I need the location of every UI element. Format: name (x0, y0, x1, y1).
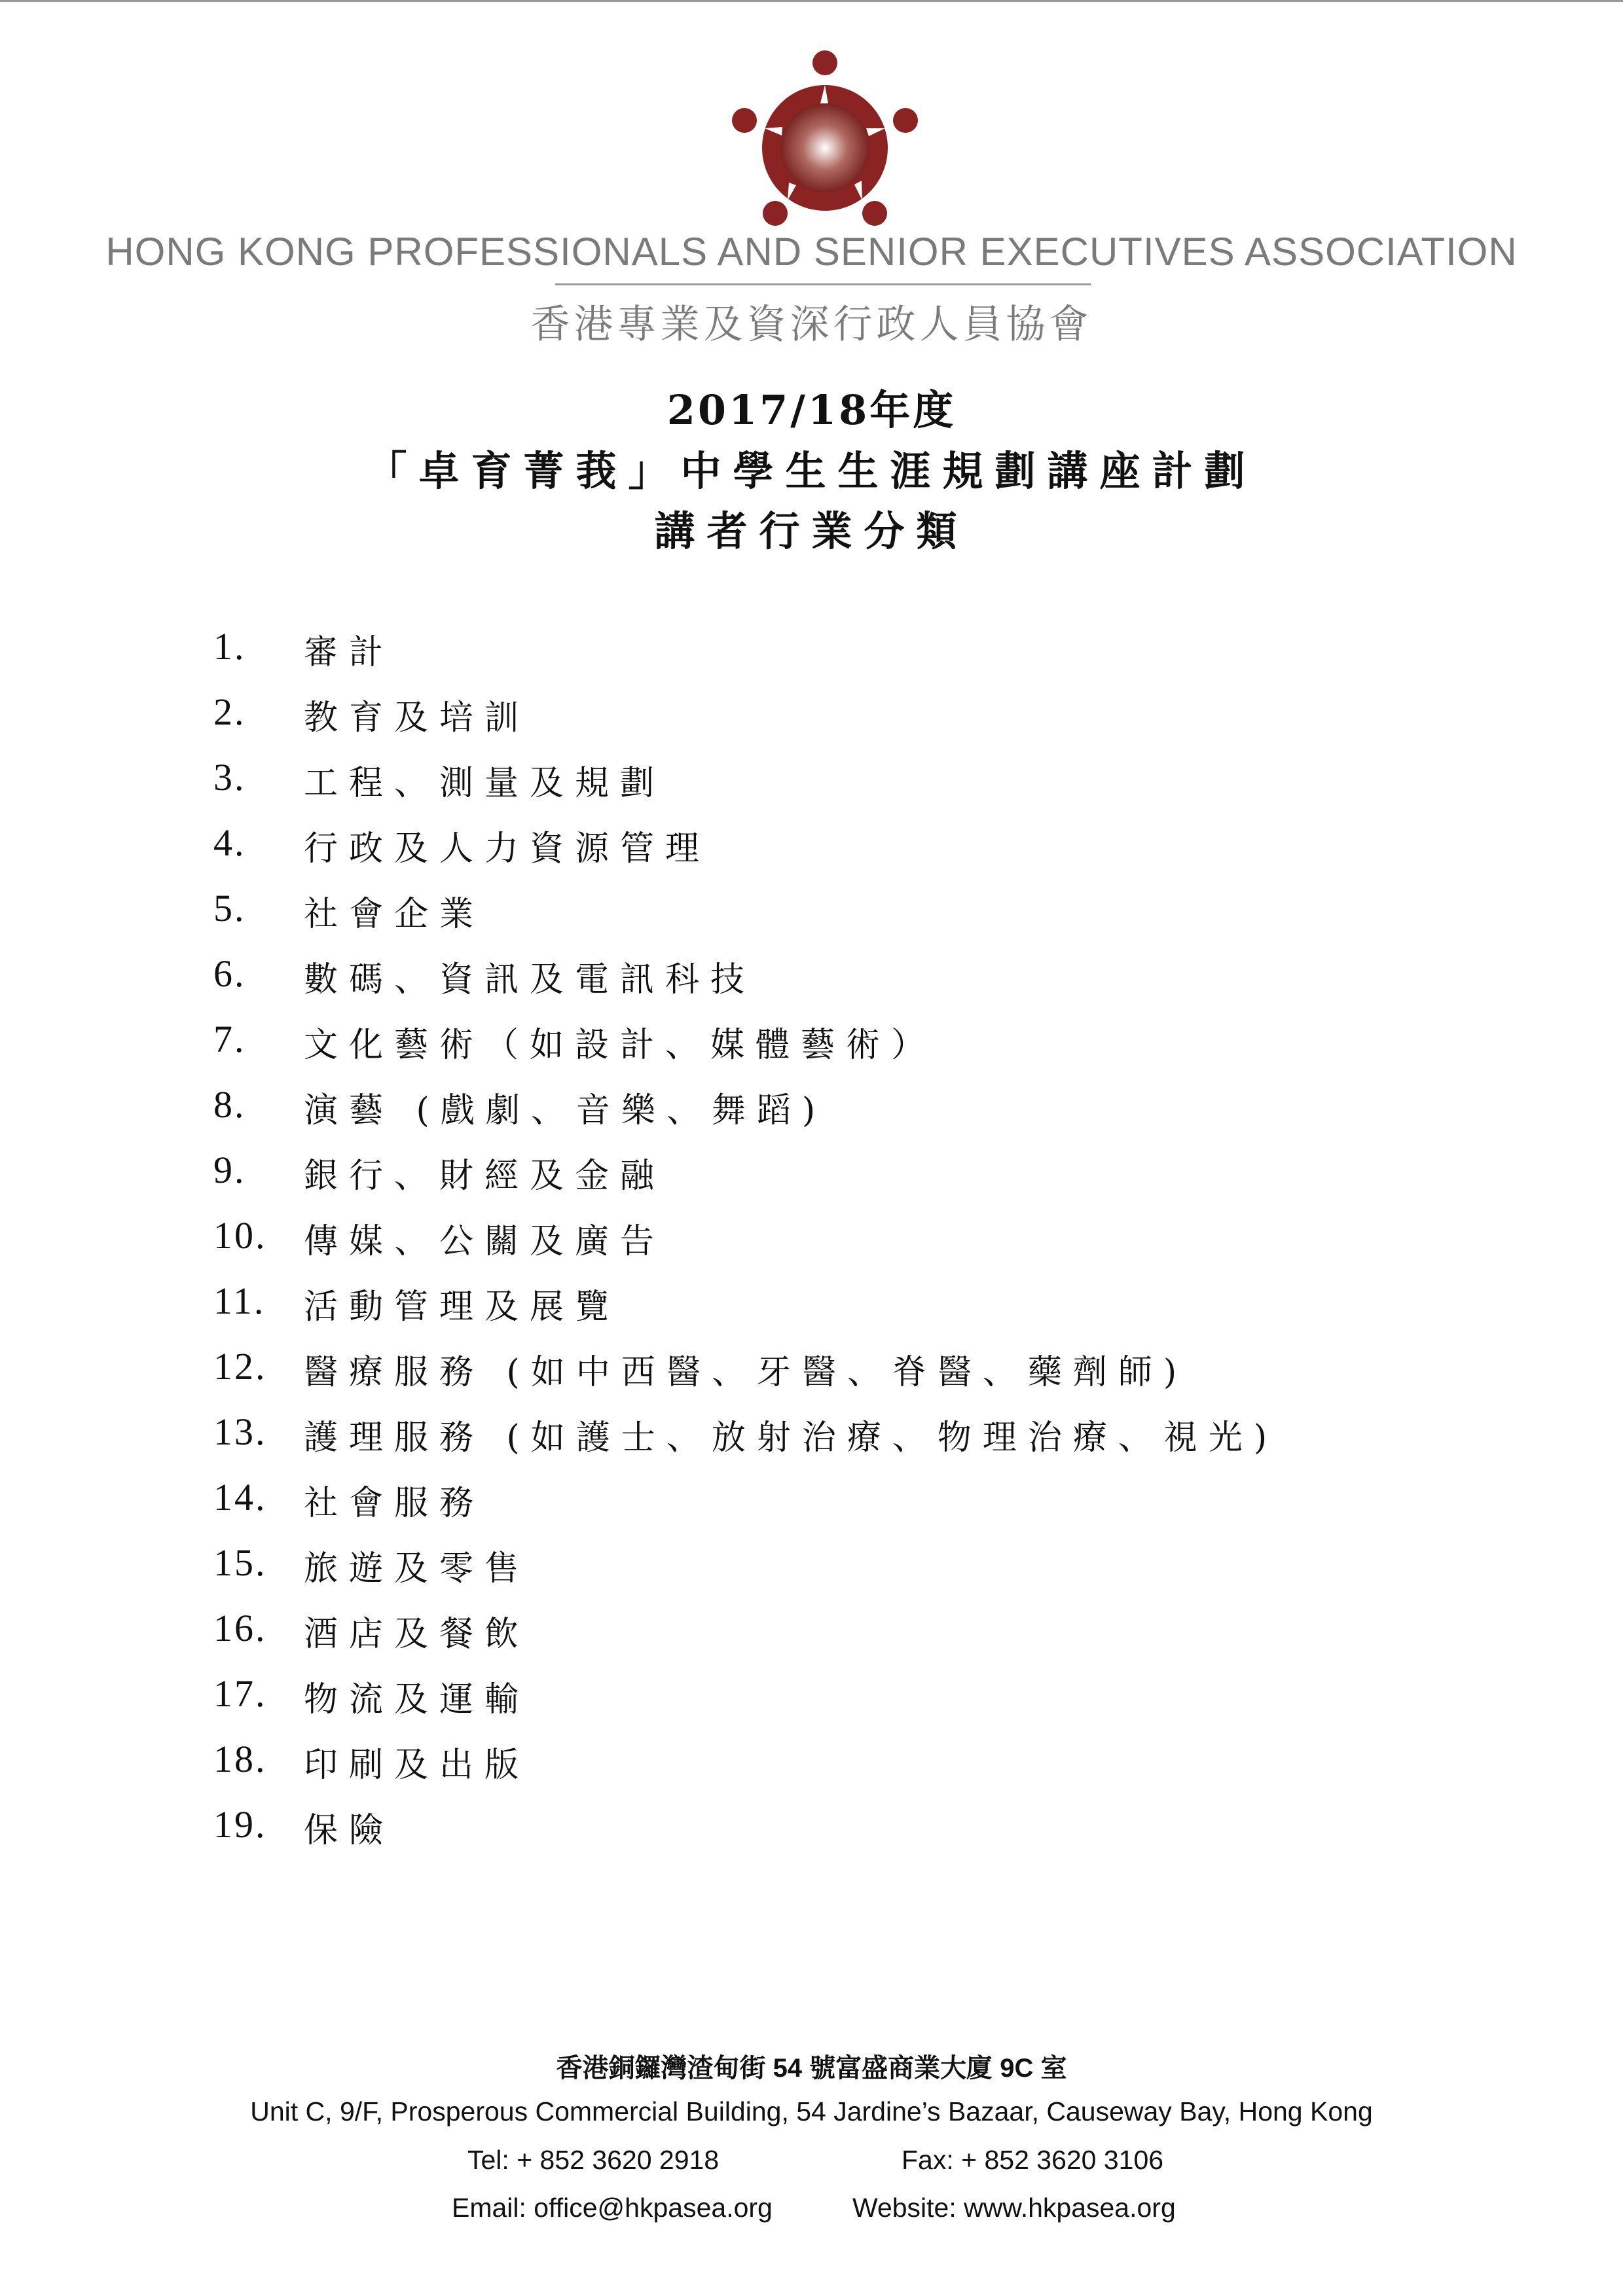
item-number: 13. (213, 1410, 267, 1453)
footer-address-zh: 香港銅鑼灣渣甸街 54 號富盛商業大廈 9C 室 (556, 2054, 1067, 2083)
item-label: 文化藝術（如設計、媒體藝術） (304, 1026, 937, 1065)
list-item (213, 1475, 1457, 1541)
item-number: 11. (213, 1280, 266, 1322)
footer-address-en: Unit C, 9/F, Prosperous Commercial Building, 54 Jardine’s Bazaar, Causeway Bay, Hong Kong (250, 2096, 1373, 2126)
item-number: 18. (213, 1738, 267, 1780)
item-label: 活動管理及展覽 (304, 1287, 621, 1327)
list-item (213, 1344, 1457, 1410)
item-number: 2. (213, 691, 246, 733)
list-item (213, 1737, 1457, 1803)
item-label: 審計 (304, 633, 395, 672)
list-item (213, 1213, 1457, 1279)
list-item (213, 1803, 1457, 1868)
item-label: 社會企業 (304, 895, 485, 934)
category-list (213, 624, 1457, 1868)
item-number: 4. (213, 821, 246, 864)
footer-tel: Tel: + 852 3620 2918 (467, 2145, 720, 2175)
item-number: 8. (213, 1083, 246, 1126)
item-number: 17. (213, 1672, 267, 1715)
list-item (213, 886, 1457, 952)
list-item (213, 1017, 1457, 1083)
org-divider (555, 283, 1091, 285)
item-label: 旅遊及零售 (304, 1549, 530, 1588)
item-label: 護理服務 (如護士、放射治療、物理治療、視光) (304, 1418, 1279, 1458)
item-number: 16. (213, 1607, 267, 1649)
org-name-zh: 香港專業及資深行政人員協會 (530, 302, 1093, 348)
footer-website[interactable]: Website: www.hkpasea.org (852, 2193, 1176, 2223)
item-number: 15. (213, 1541, 267, 1584)
title-subtitle: 講者行業分類 (654, 507, 969, 555)
footer-fax: Fax: + 852 3620 3106 (902, 2145, 1164, 2175)
item-label: 數碼、資訊及電訊科技 (304, 960, 756, 999)
top-border (0, 0, 1623, 2)
list-item (213, 624, 1457, 690)
list-item (213, 1279, 1457, 1344)
title-program: 「卓育菁莪」中學生生涯規劃講座計劃 (366, 447, 1257, 495)
list-item (213, 1410, 1457, 1475)
list-item (213, 1148, 1457, 1213)
item-label: 保險 (304, 1811, 395, 1850)
item-label: 演藝 (戲劇、音樂、舞蹈) (304, 1091, 827, 1130)
item-number: 3. (213, 756, 246, 798)
item-number: 10. (213, 1214, 267, 1257)
item-number: 14. (213, 1476, 267, 1518)
list-item (213, 1083, 1457, 1148)
title-year: 2017/18年度 (666, 386, 957, 434)
item-label: 行政及人力資源管理 (304, 829, 711, 869)
item-number: 19. (213, 1803, 267, 1846)
item-label: 社會服務 (304, 1484, 485, 1523)
item-number: 12. (213, 1345, 267, 1388)
list-item (213, 952, 1457, 1017)
item-label: 工程、測量及規劃 (304, 764, 666, 803)
item-label: 醫療服務 (如中西醫、牙醫、脊醫、藥劑師) (304, 1353, 1188, 1392)
item-label: 銀行、財經及金融 (304, 1157, 666, 1196)
org-name-en: HONG KONG PROFESSIONALS AND SENIOR EXECUTIVES ASSOCIATION (105, 230, 1518, 274)
list-item (213, 1541, 1457, 1606)
list-item (213, 1606, 1457, 1672)
list-item (213, 690, 1457, 755)
item-label: 酒店及餐飲 (304, 1615, 530, 1654)
item-number: 6. (213, 952, 246, 995)
footer-email[interactable]: Email: office@hkpasea.org (452, 2193, 773, 2223)
item-number: 1. (213, 625, 246, 668)
item-label: 教育及培訓 (304, 698, 530, 738)
five-figure-circle-logo-icon (730, 50, 920, 228)
item-label: 物流及運輸 (304, 1680, 530, 1719)
item-number: 7. (213, 1018, 246, 1060)
list-item (213, 821, 1457, 886)
item-label: 印刷及出版 (304, 1746, 530, 1785)
list-item (213, 755, 1457, 821)
list-item (213, 1672, 1457, 1737)
item-number: 5. (213, 887, 246, 929)
item-number: 9. (213, 1149, 246, 1191)
item-label: 傳媒、公關及廣告 (304, 1222, 666, 1261)
